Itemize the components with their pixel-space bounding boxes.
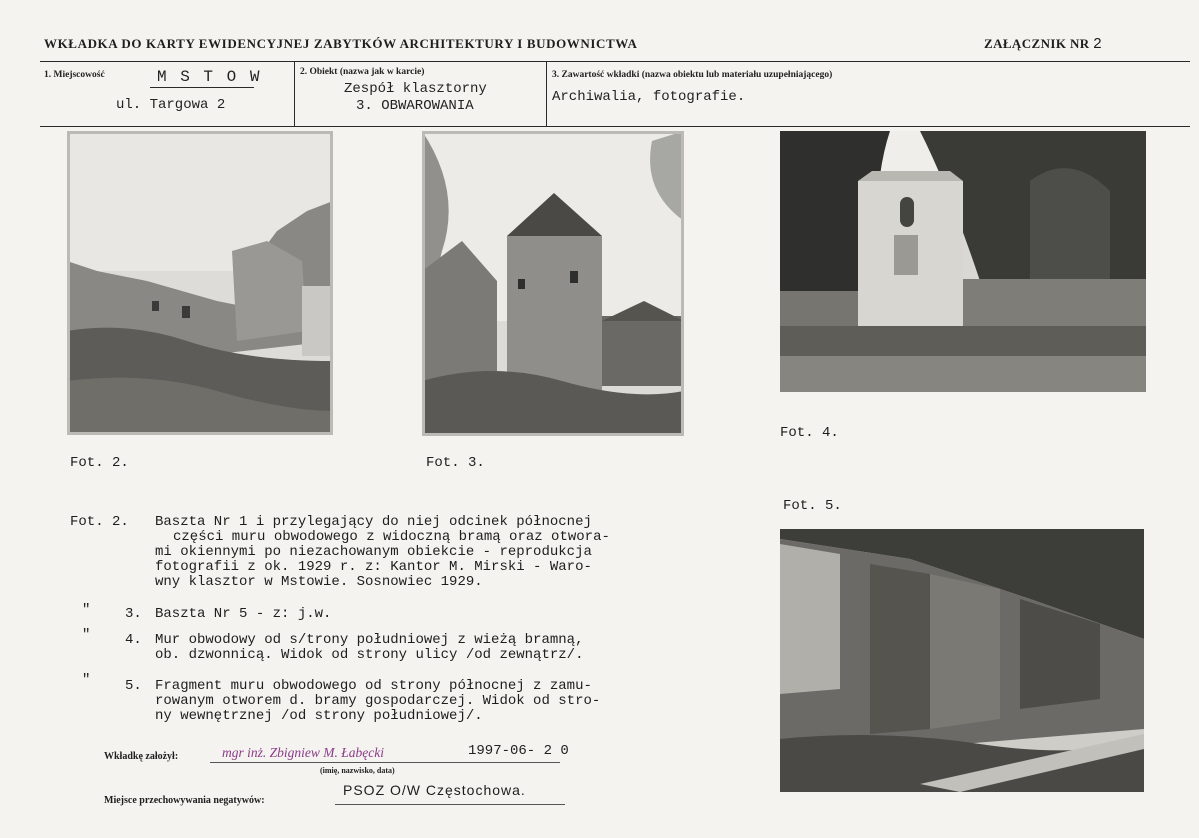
contents-value: Archiwalia, fotografie.: [552, 89, 746, 105]
desc-line: wny klasztor w Mstowie. Sosnowiec 1929.: [155, 574, 483, 590]
annex-label: ZAŁĄCZNIK NR: [984, 36, 1090, 51]
desc-line: Baszta Nr 1 i przylegający do niej odcinek północnej: [155, 514, 592, 530]
locality-label: 1. Miejscowość: [44, 70, 105, 80]
photo-4: [780, 131, 1146, 392]
desc-fot-3: [155, 607, 331, 622]
form-bottom-rule: [40, 126, 1190, 127]
form-top-rule: [40, 61, 1190, 62]
desc-line: części muru obwodowego z widoczną bramą oraz otwora-: [173, 529, 610, 545]
document-title: WKŁADKA DO KARTY EWIDENCYJNEJ ZABYTKÓW ARCHITEKTURY I BUDOWNICTWA: [44, 36, 638, 51]
annex-number-value: 2: [1093, 35, 1102, 52]
photo-5: [780, 529, 1144, 792]
founded-date: 1997-06- 2 0: [468, 743, 569, 759]
caption-photo-2: Fot. 2.: [70, 455, 129, 471]
contents-label: 3. Zawartość wkładki (nazwa obiektu lub materiału uzupełniającego): [552, 70, 833, 80]
desc-fot-2-prefix: Fot. 2.: [70, 514, 129, 530]
form-divider-1: [294, 61, 295, 127]
founded-sublabel: (imię, nazwisko, data): [320, 766, 395, 775]
storage-value: PSOZ O/W Częstochowa.: [343, 782, 526, 798]
photo-2: [67, 131, 333, 435]
desc-line: mi okiennymi po niezachowanym obiekcie - reprodukcja: [155, 544, 592, 560]
locality-address: ul. Targowa 2: [116, 97, 226, 113]
desc-fot-5-number: 5.: [125, 678, 142, 694]
desc-fot-5: [155, 679, 600, 724]
photo-3: [422, 131, 684, 436]
desc-fot-3-number: 3.: [125, 606, 142, 622]
form-divider-2: [546, 61, 547, 127]
desc-line: Baszta Nr 5 - z: j.w.: [155, 606, 332, 622]
desc-line: rowanym otworem d. bramy gospodarczej. Widok od stro-: [155, 693, 601, 709]
ditto-mark-4: ": [82, 627, 91, 643]
object-line1: Zespół klasztorny: [344, 81, 487, 97]
caption-photo-3: Fot. 3.: [426, 455, 485, 471]
caption-photo-4: Fot. 4.: [780, 425, 839, 441]
annex-number: [984, 35, 1102, 52]
object-line2: 3. OBWAROWANIA: [356, 98, 474, 114]
desc-line: fotografii z ok. 1929 r. z: Kantor M. Mirski - Waro-: [155, 559, 592, 575]
desc-line: Fragment muru obwodowego od strony północnej z zamu-: [155, 678, 592, 694]
ditto-mark-5: ": [82, 672, 91, 688]
desc-line: ny wewnętrznej /od strony południowej/.: [155, 708, 483, 724]
desc-line: Mur obwodowy od s/trony południowej z wieżą bramną,: [155, 632, 584, 648]
desc-fot-2: [155, 515, 610, 590]
object-label: 2. Obiekt (nazwa jak w karcie): [300, 67, 425, 77]
locality-underline: [150, 87, 254, 88]
desc-fot-4: [155, 633, 583, 663]
founded-underline: [210, 762, 560, 763]
desc-fot-4-number: 4.: [125, 632, 142, 648]
locality-value: M S T O W: [157, 68, 262, 86]
desc-line: ob. dzwonnicą. Widok od strony ulicy /od zewnątrz/.: [155, 647, 584, 663]
founded-label: Wkładkę założył:: [104, 751, 179, 762]
caption-photo-5: Fot. 5.: [783, 498, 842, 514]
storage-label: Miejsce przechowywania negatywów:: [104, 795, 265, 806]
storage-underline: [335, 804, 565, 805]
founded-signature: mgr inż. Zbigniew M. Łabęcki: [222, 745, 384, 760]
ditto-mark-3: ": [82, 602, 91, 618]
